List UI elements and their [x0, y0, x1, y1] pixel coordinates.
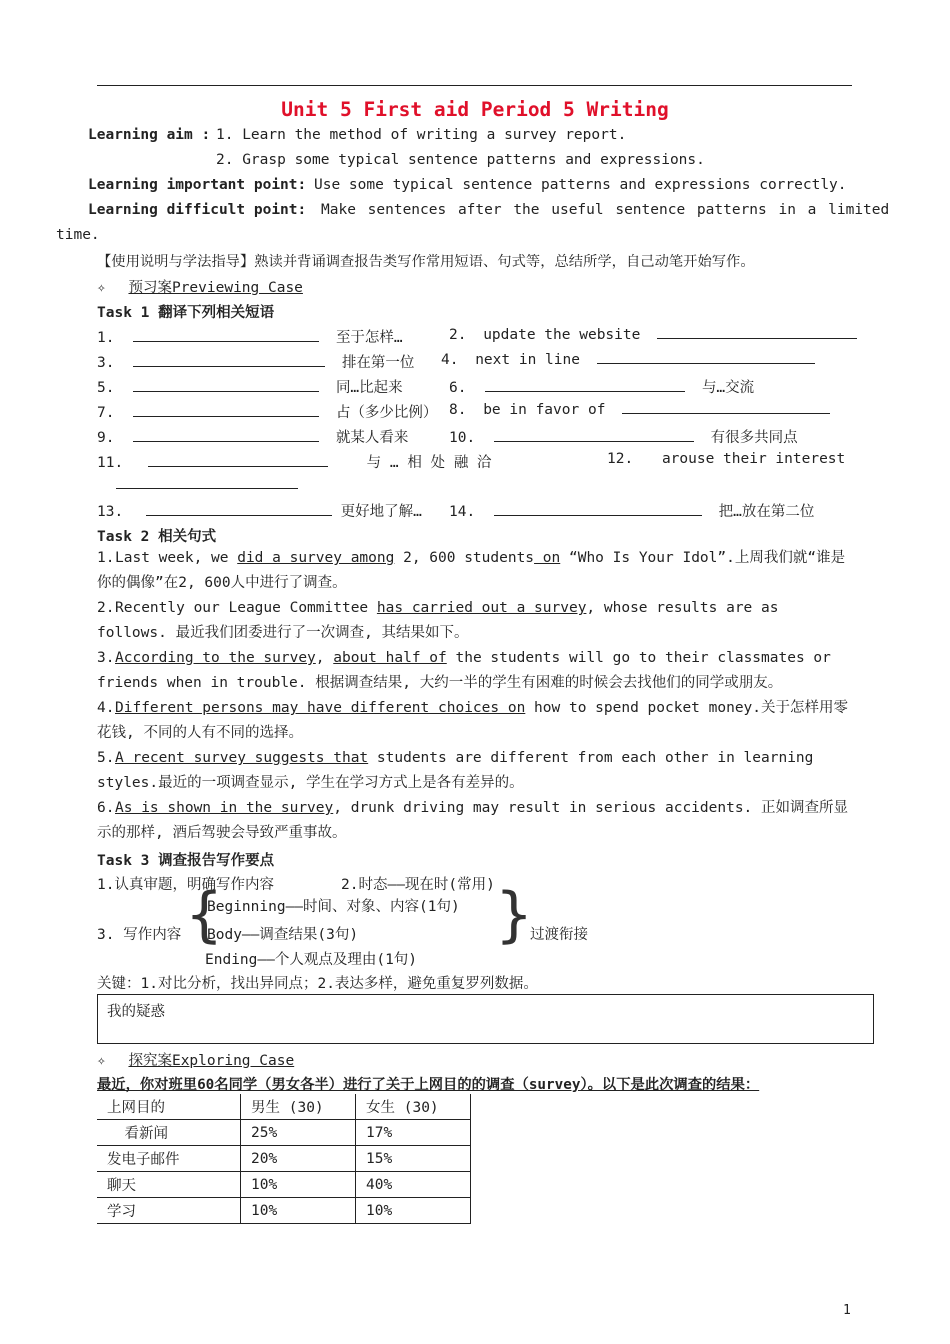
table-row: [97, 1146, 471, 1172]
important-point-label: Learning important point:: [88, 177, 307, 193]
table-cell: 17%: [356, 1120, 471, 1146]
answer-blank[interactable]: [133, 354, 325, 367]
usage-guide: 【使用说明与学法指导】熟读并背诵调查报告类写作常用短语、句式等，总结所学，自己动笔开始写作。: [97, 254, 755, 270]
transition-label: 过渡衔接: [530, 927, 588, 943]
answer-blank[interactable]: [116, 476, 298, 489]
table-cell: 学习: [97, 1198, 241, 1224]
diamond-icon: ✧: [97, 1053, 106, 1069]
table-header: 上网目的: [97, 1094, 241, 1120]
learning-aim-label: Learning aim :: [88, 127, 211, 143]
sentence-4: 4.Different persons may have different choices on how to spend pocket money.关于怎样用零花钱, 不同的人有不同的选择。: [97, 700, 849, 741]
task1-row-14: 14. 把…放在第二位: [449, 504, 815, 520]
left-brace-icon: {: [185, 880, 224, 950]
task1-row-11: 11. 与 … 相 处 融 洽: [97, 455, 492, 471]
sentence-1: 1.Last week, we did a survey among 2, 600 students on “Who Is Your Idol”.上周我们就“谁是你的偶像”在2, 600人中进行了调查。: [97, 550, 846, 591]
table-row: [97, 1198, 471, 1224]
page-title: Unit 5 First aid Period 5 Writing: [281, 98, 669, 121]
table-header-row: [97, 1094, 471, 1120]
diamond-icon: ✧: [97, 280, 106, 296]
table-cell: 10%: [356, 1198, 471, 1224]
difficult-point-label: Learning difficult point:: [88, 202, 307, 218]
task3-heading: Task 3 调查报告写作要点: [97, 853, 275, 869]
answer-blank[interactable]: [133, 404, 319, 417]
difficult-point-text-cont: time.: [56, 227, 100, 243]
answer-blank[interactable]: [657, 326, 857, 339]
answer-blank[interactable]: [133, 329, 319, 342]
sentence-2: 2.Recently our League Committee has carried out a survey, whose results are as follows. 最近我们团委进行了一次调查, 其结果如下。: [97, 600, 779, 641]
table-cell: 发电子邮件: [97, 1146, 241, 1172]
table-cell: 15%: [356, 1146, 471, 1172]
task3-point-1: 1.认真审题，明确写作内容: [97, 877, 274, 893]
task1-row-1: 1. 至于怎样…: [97, 330, 403, 346]
task1-row-9: 9. 就某人看来: [97, 430, 409, 446]
page-number: 1: [843, 1303, 851, 1318]
table-cell: 40%: [356, 1172, 471, 1198]
top-rule: [97, 85, 852, 86]
answer-blank[interactable]: [494, 429, 694, 442]
task2-heading: Task 2 相关句式: [97, 529, 217, 545]
doubt-box[interactable]: [97, 994, 874, 1044]
task1-row-10: 10. 有很多共同点: [449, 430, 798, 446]
table-cell: 10%: [241, 1198, 356, 1224]
right-brace-icon: }: [495, 880, 534, 950]
task1-heading: Task 1 翻译下列相关短语: [97, 305, 275, 321]
task1-row-7: 7. 占（多少比例）: [97, 405, 438, 421]
answer-blank[interactable]: [485, 379, 685, 392]
doubt-label: 我的疑惑: [107, 1004, 165, 1020]
exploring-case-heading: [97, 1049, 294, 1070]
table-cell: 10%: [241, 1172, 356, 1198]
task3-key: 关键：1.对比分析，找出异同点；2.表达多样，避免重复罗列数据。: [97, 976, 538, 992]
answer-blank[interactable]: [146, 503, 332, 516]
sentence-3: 3.According to the survey, about half of the students will go to their classmates or friends when in trouble. 根据调查结果, 大约一半的学生有困难的时候会去找他们的同学或朋友。: [97, 650, 831, 691]
answer-blank[interactable]: [597, 351, 815, 364]
previewing-case-heading: [97, 276, 303, 297]
table-cell: 20%: [241, 1146, 356, 1172]
task1-row-13: 13. 更好地了解…: [97, 504, 422, 520]
task1-row-12-blank: [116, 476, 298, 493]
answer-blank[interactable]: [133, 379, 319, 392]
table-cell: 25%: [241, 1120, 356, 1146]
learning-aim-2: 2. Grasp some typical sentence patterns and expressions.: [216, 152, 705, 168]
task1-row-2: 2. update the website: [449, 326, 857, 343]
answer-blank[interactable]: [148, 454, 328, 467]
task3-point-2: 2.时态——现在时(常用): [341, 877, 495, 893]
task1-row-5: 5. 同…比起来: [97, 380, 403, 396]
task1-row-4: 4. next in line: [441, 351, 815, 368]
sentence-6: 6.As is shown in the survey, drunk driving may result in serious accidents. 正如调查所显示的那样, 酒后驾驶会导致严重事故。: [97, 800, 849, 841]
table-header: 男生 (30): [241, 1094, 356, 1120]
table-cell: 聊天: [97, 1172, 241, 1198]
answer-blank[interactable]: [133, 429, 319, 442]
difficult-point-text: Make sentences after the useful sentence patterns in a limited: [321, 202, 890, 218]
exploring-prompt: 最近，你对班里60名同学（男女各半）进行了关于上网目的的调查（survey）。以下是此次调查的结果：: [97, 1077, 760, 1093]
answer-blank[interactable]: [622, 401, 830, 414]
exploring-case-label: 探究案Exploring Case: [128, 1053, 295, 1069]
answer-blank[interactable]: [494, 503, 702, 516]
task1-row-8: 8. be in favor of: [449, 401, 830, 418]
survey-table: [97, 1094, 471, 1224]
task1-row-12: 12. arouse their interest: [607, 451, 846, 467]
learning-aim-1: 1. Learn the method of writing a survey report.: [216, 127, 627, 143]
task3-point-3-label: 3. 写作内容: [97, 927, 182, 943]
important-point-text: Use some typical sentence patterns and expressions correctly.: [314, 177, 847, 193]
structure-body: Body——调查结果(3句): [207, 927, 359, 943]
structure-ending: Ending——个人观点及理由(1句): [205, 952, 418, 968]
table-row: [97, 1120, 471, 1146]
task1-row-6: 6. 与…交流: [449, 380, 755, 396]
table-header: 女生 (30): [356, 1094, 471, 1120]
task1-row-3: 3. 排在第一位: [97, 355, 415, 371]
table-row: [97, 1172, 471, 1198]
structure-beginning: Beginning——时间、对象、内容(1句): [207, 899, 460, 915]
sentence-5: 5.A recent survey suggests that students are different from each other in learning styles.最近的一项调查显示, 学生在学习方式上是各有差异的。: [97, 750, 814, 791]
previewing-case-label: 预习案Previewing Case: [128, 280, 303, 296]
table-cell: 看新闻: [97, 1120, 241, 1146]
